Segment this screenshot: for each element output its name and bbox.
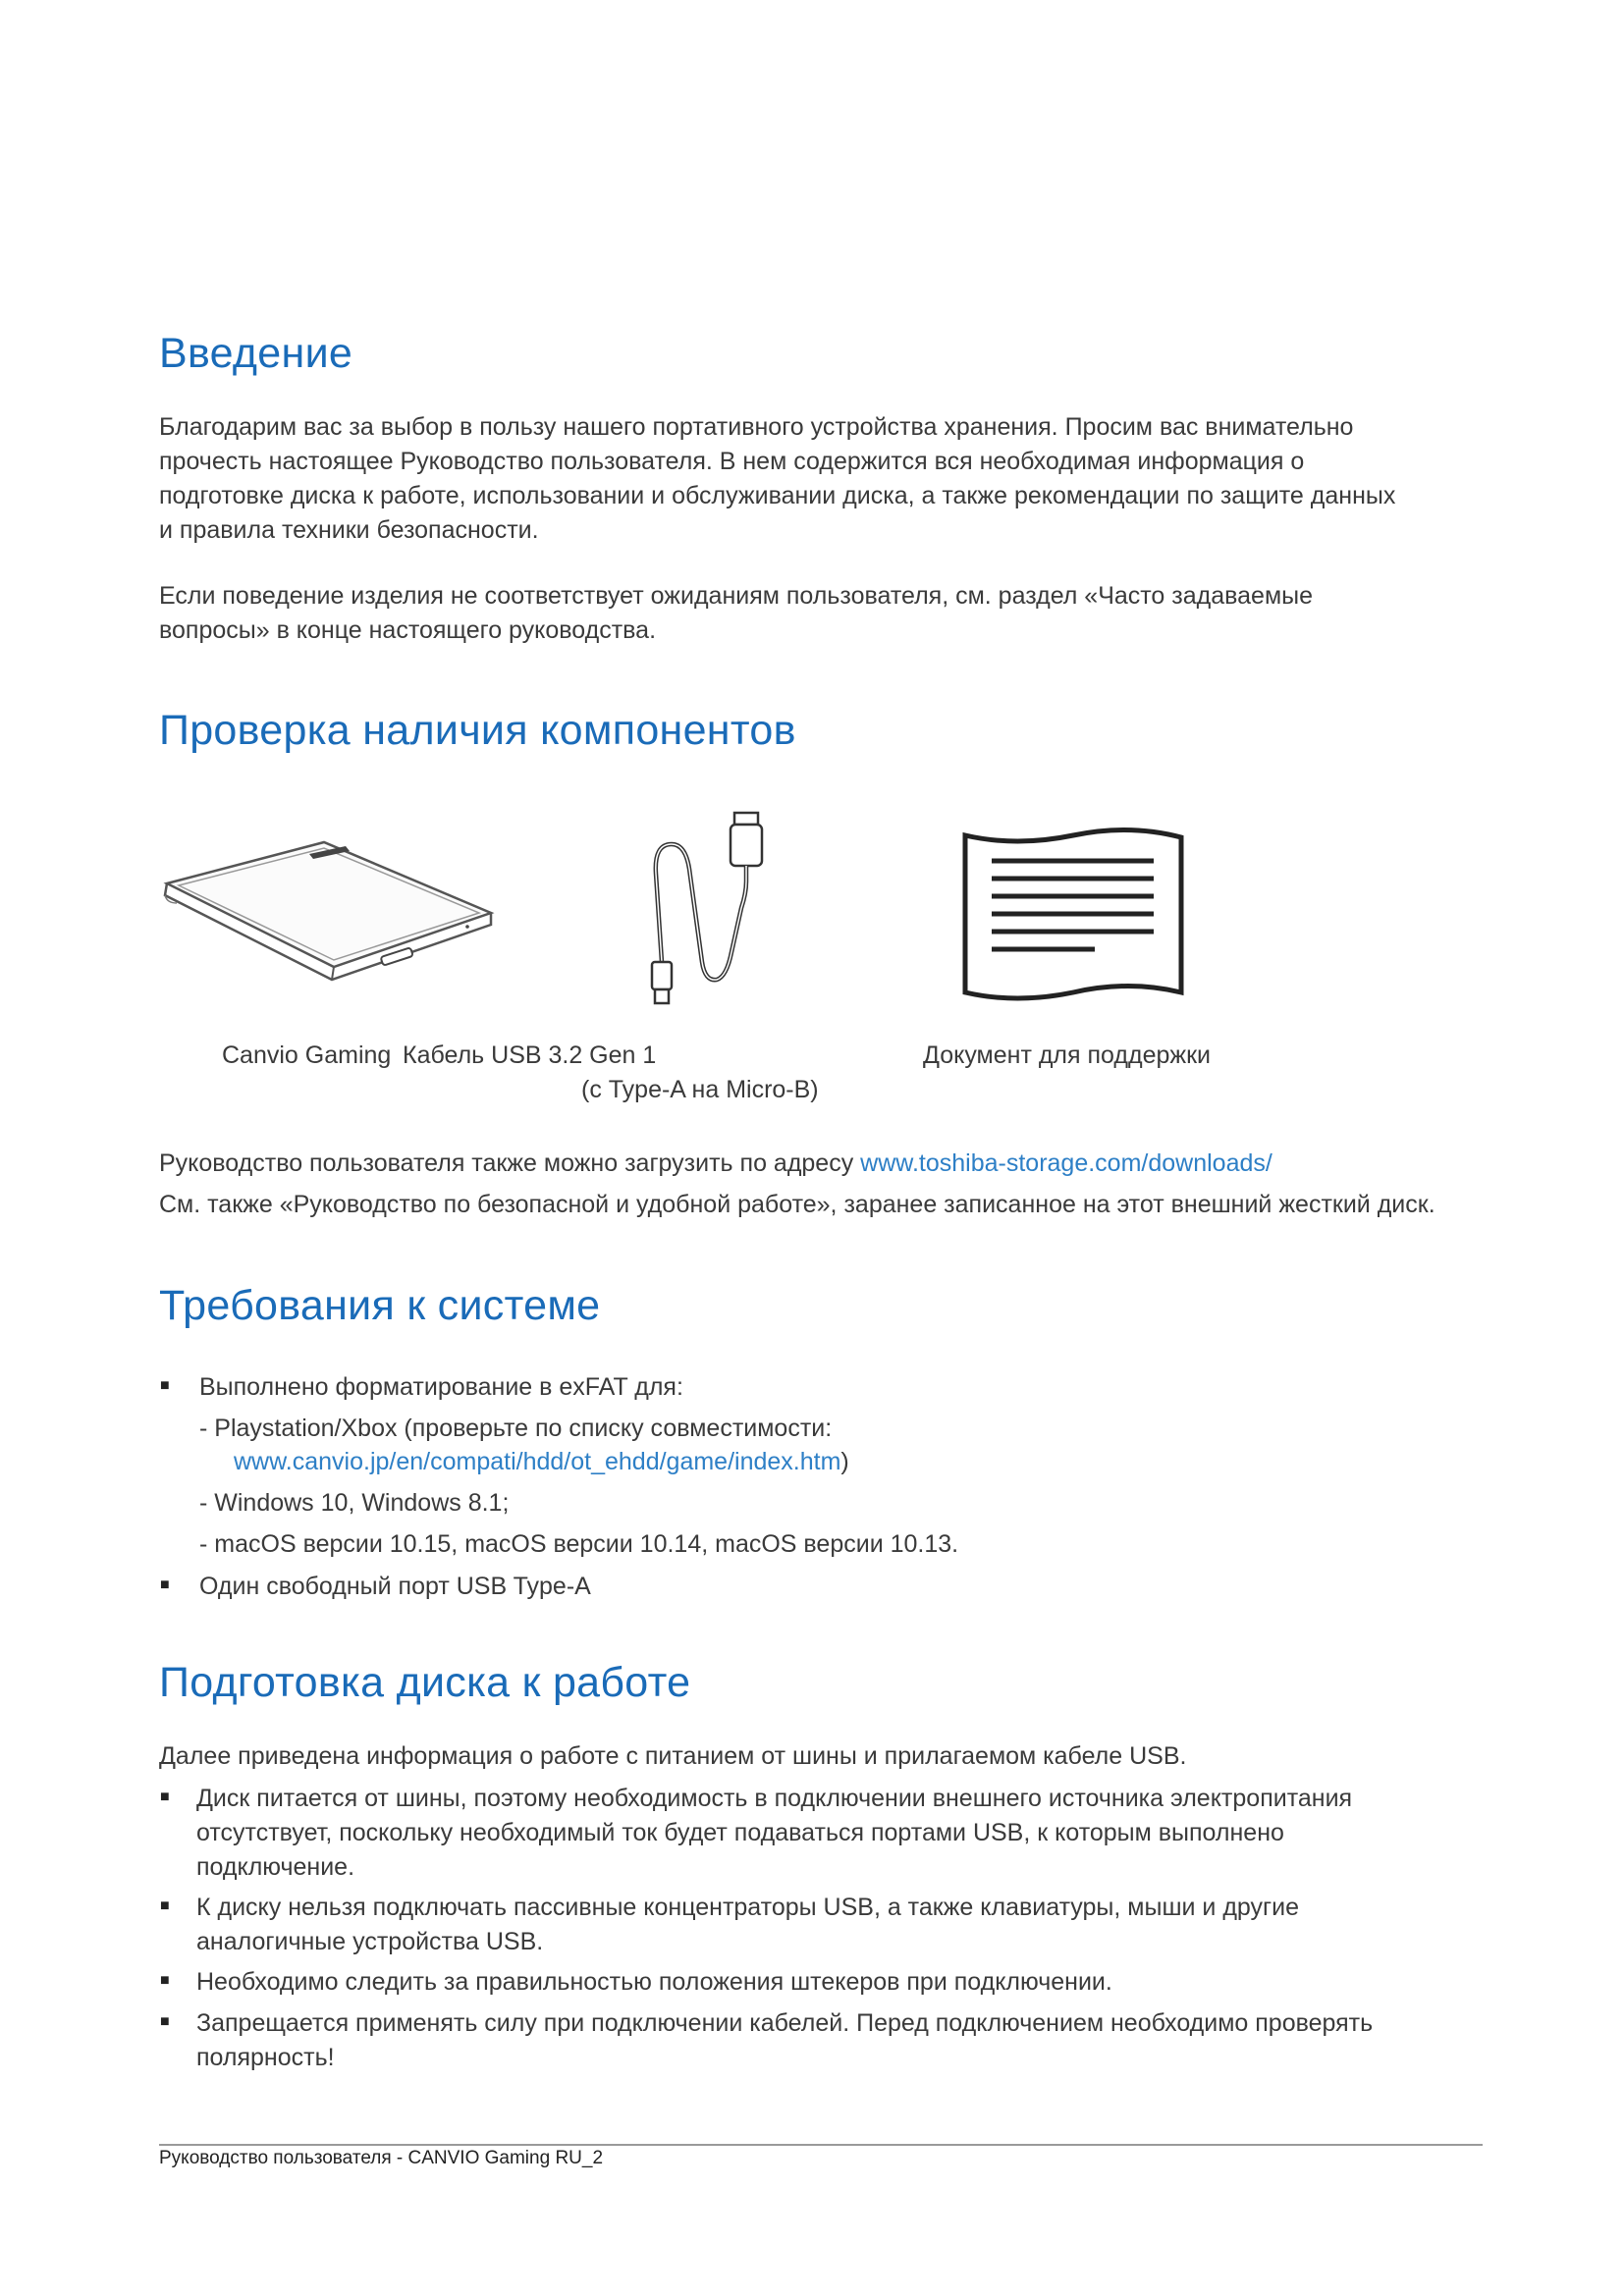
bullet-marker: ■: [160, 1576, 170, 1593]
requirement-item-format: Выполнено форматирование в exFAT для:: [199, 1373, 683, 1401]
text-line: Диск питается от шины, поэтому необходимость в подключении внешнего источника электропитания: [196, 1785, 1353, 1812]
text-line: подключение.: [196, 1853, 355, 1881]
page-footer: Руководство пользователя - CANVIO Gaming RU_2: [159, 2148, 604, 2168]
section-heading-intro: Введение: [159, 330, 353, 377]
requirement-sub-console: - Playstation/Xbox (проверьте по списку совместимости:: [199, 1415, 833, 1442]
bullet-marker: ■: [160, 2013, 170, 2030]
requirement-sub-console-link-line: [234, 1445, 849, 1479]
requirement-sub-windows: - Windows 10, Windows 8.1;: [199, 1489, 510, 1517]
text-line: отсутствует, поскольку необходимый ток будет подаваться портами USB, к которым выполнено: [196, 1819, 1284, 1846]
compatibility-link[interactable]: www.canvio.jp/en/compati/hdd/ot_ehdd/game/index.htm: [234, 1448, 841, 1475]
text-line: Благодарим вас за выбор в пользу нашего портативного устройства хранения. Просим вас внимательно: [159, 413, 1354, 441]
prep-bullet-plugs: Необходимо следить за правильностью положения штекеров при подключении.: [196, 1968, 1112, 1996]
support-document-illustration: [957, 828, 1188, 1004]
text-line: прочесть настоящее Руководство пользователя. В нем содержится вся необходимая информация о: [159, 448, 1305, 475]
cable-caption-line-2: (с Type-A на Micro-B): [581, 1076, 819, 1103]
drive-caption: Canvio Gaming: [222, 1041, 392, 1069]
text-line: Если поведение изделия не соответствует ожиданиям пользователя, см. раздел «Часто задаваемые: [159, 582, 1314, 610]
footer-divider: [159, 2144, 1483, 2146]
text-line: полярность!: [196, 2044, 335, 2071]
cable-caption-line-1: Кабель USB 3.2 Gen 1: [403, 1041, 657, 1069]
prep-bullet-force: [196, 2006, 1373, 2075]
section-heading-requirements: Требования к системе: [159, 1282, 601, 1329]
text-line: К диску нельзя подключать пассивные концентраторы USB, а также клавиатуры, мыши и другие: [196, 1894, 1300, 1921]
usb-cable-illustration: [648, 805, 776, 1026]
bullet-marker: ■: [160, 1789, 170, 1805]
closing-paren: ): [840, 1448, 849, 1475]
text-line: вопросы» в конце настоящего руководства.: [159, 616, 657, 644]
text-line: аналогичные устройства USB.: [196, 1928, 544, 1955]
download-text: Руководство пользователя также можно загрузить по адресу: [159, 1149, 861, 1177]
requirement-item-port: Один свободный порт USB Type-A: [199, 1573, 591, 1600]
text-line: Запрещается применять силу при подключении кабелей. Перед подключением необходимо проверять: [196, 2009, 1374, 2037]
see-also-paragraph: См. также «Руководство по безопасной и удобной работе», заранее записанное на этот внешний жесткий диск.: [159, 1191, 1435, 1218]
section-heading-preparation: Подготовка диска к работе: [159, 1659, 691, 1706]
document-caption: Документ для поддержки: [923, 1041, 1212, 1069]
intro-paragraph-1: [159, 410, 1395, 548]
bullet-marker: ■: [160, 1377, 170, 1394]
intro-paragraph-2: [159, 579, 1313, 648]
download-link[interactable]: www.toshiba-storage.com/downloads/: [860, 1149, 1272, 1177]
prep-intro: Далее приведена информация о работе с питанием от шины и прилагаемом кабеле USB.: [159, 1742, 1187, 1770]
drive-illustration: [157, 825, 501, 996]
requirement-sub-macos: - macOS версии 10.15, macOS версии 10.14, macOS версии 10.13.: [199, 1530, 959, 1558]
prep-bullet-hubs: [196, 1891, 1299, 1959]
download-paragraph: [159, 1147, 1272, 1181]
text-line: и правила техники безопасности.: [159, 516, 539, 544]
text-line: подготовке диска к работе, использовании и обслуживании диска, а также рекомендации по защите данных: [159, 482, 1396, 509]
section-heading-components: Проверка наличия компонентов: [159, 707, 796, 754]
bullet-marker: ■: [160, 1972, 170, 1989]
prep-bullet-power: [196, 1782, 1352, 1885]
bullet-marker: ■: [160, 1897, 170, 1914]
